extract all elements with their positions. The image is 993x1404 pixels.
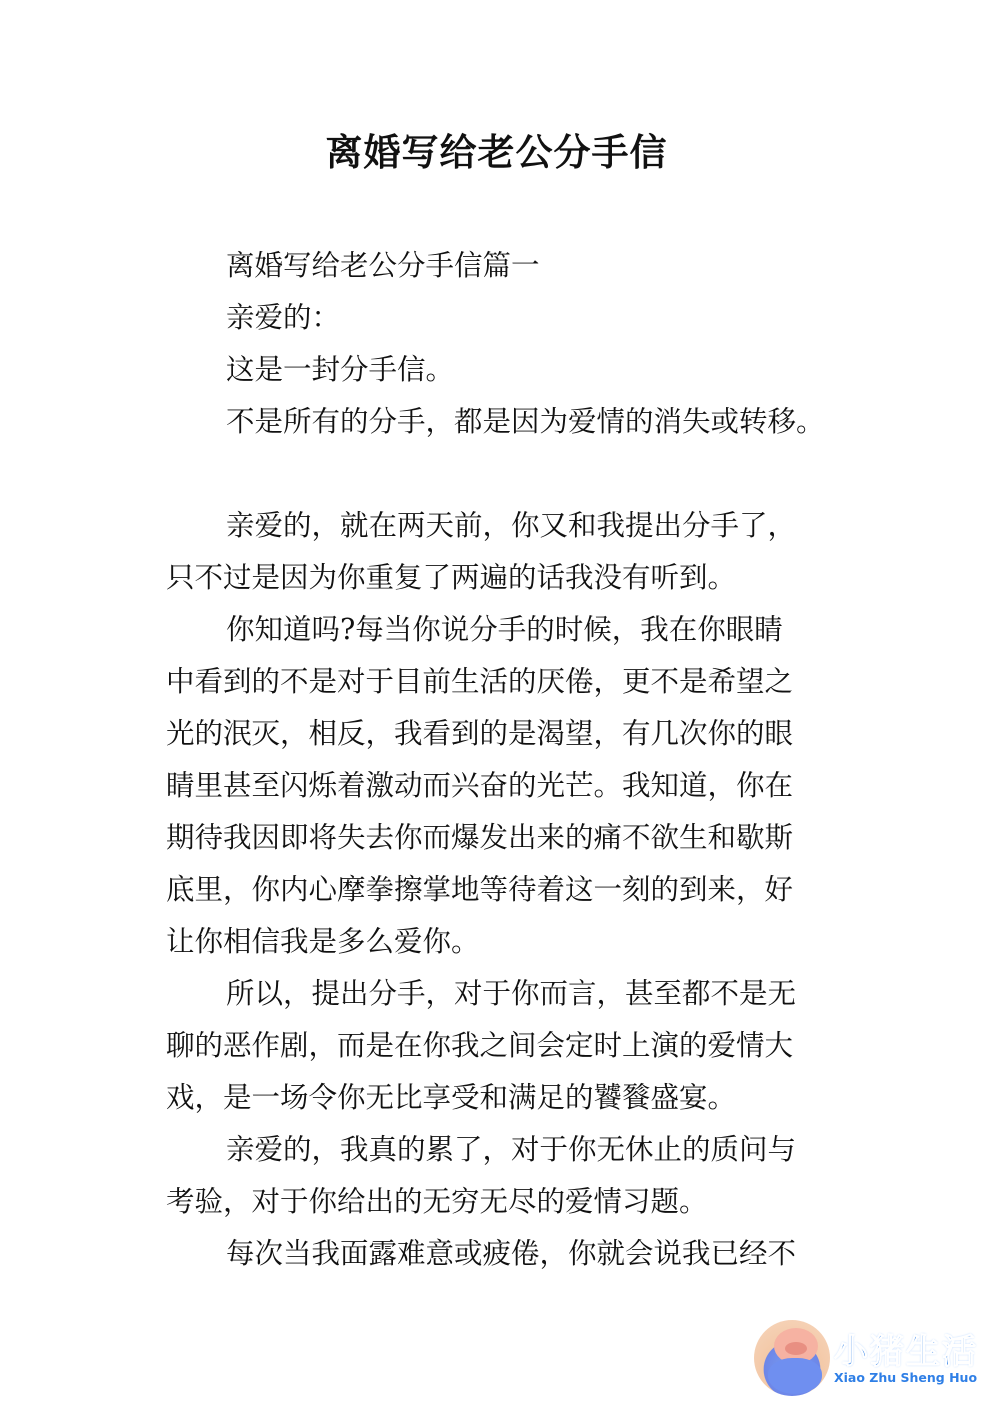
text-line: 中看到的不是对于目前生活的厌倦，更不是希望之: [166, 665, 794, 698]
text-line: 不是所有的分手，都是因为爱情的消失或转移。: [226, 405, 825, 438]
text-line: 这是一封分手信。: [226, 353, 455, 386]
text-line: 聊的恶作剧，而是在你我之间会定时上演的爱情大: [166, 1029, 794, 1062]
text-line: 光的泯灭，相反，我看到的是渴望，有几次你的眼: [166, 717, 794, 750]
text-line: 睛里甚至闪烁着激动而兴奋的光芒。我知道，你在: [166, 769, 794, 802]
logo-pinyin-text: Xiao Zhu Sheng Huo: [834, 1370, 978, 1385]
logo-chinese-text: 小猪生活: [834, 1332, 978, 1372]
text-line: 戏，是一场令你无比享受和满足的饕餮盛宴。: [166, 1081, 737, 1114]
text-line: 你知道吗?每当你说分手的时候，我在你眼睛: [226, 613, 783, 646]
text-line: 期待我因即将失去你而爆发出来的痛不欲生和歇斯: [166, 821, 794, 854]
text-line: 离婚写给老公分手信篇一: [226, 249, 540, 282]
document-body: [166, 240, 836, 1280]
text-line: 所以，提出分手，对于你而言，甚至都不是无: [226, 977, 797, 1010]
text-line: 只不过是因为你重复了两遍的话我没有听到。: [166, 561, 737, 594]
text-line: 让你相信我是多么爱你。: [166, 925, 480, 958]
brand-logo: [750, 1318, 990, 1398]
pig-mascot-icon: [754, 1320, 830, 1396]
text-line: 考验，对于你给出的无穷无尽的爱情习题。: [166, 1185, 708, 1218]
text-line: 亲爱的：: [226, 301, 341, 334]
text-line: 底里，你内心摩拳擦掌地等待着这一刻的到来，好: [166, 873, 794, 906]
text-line: 亲爱的，我真的累了，对于你无休止的质问与: [226, 1133, 797, 1166]
document-title: 离婚写给老公分手信: [325, 131, 668, 174]
blank-line: [166, 448, 836, 500]
text-line: 亲爱的，就在两天前，你又和我提出分手了，: [226, 509, 797, 542]
text-line: 每次当我面露难意或疲倦，你就会说我已经不: [226, 1237, 797, 1270]
